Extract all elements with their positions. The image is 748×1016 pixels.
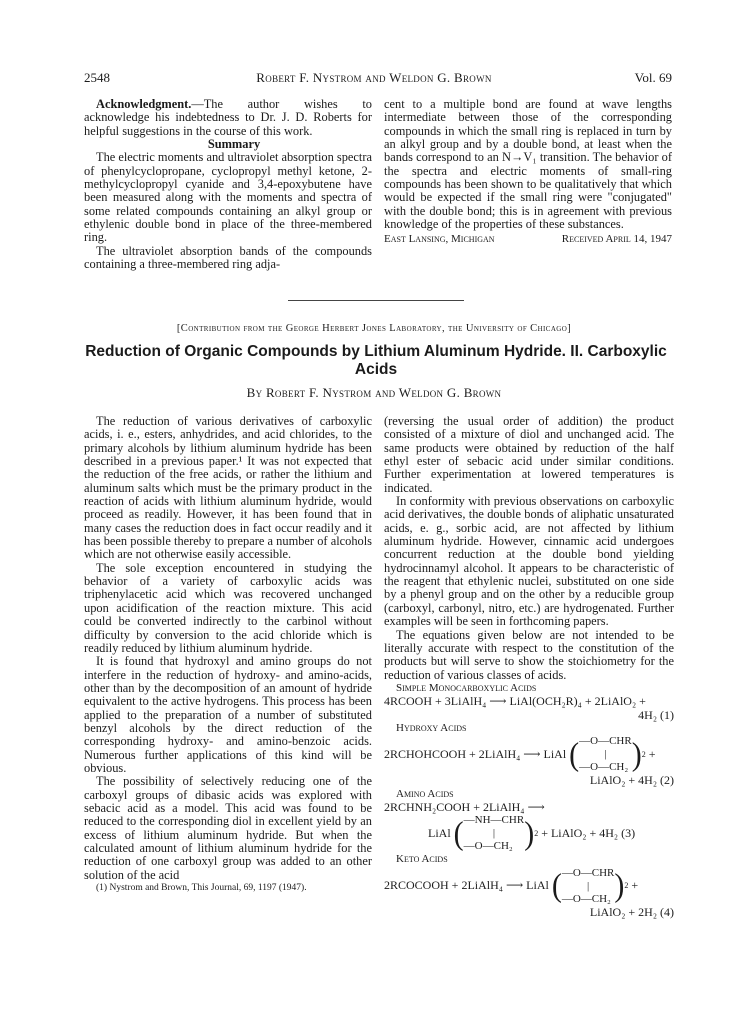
equation-4-subscript: 2 (624, 881, 629, 891)
equation-2-ring-bottom: —O—CH₂ (579, 761, 629, 774)
equation-4-ring-top: —O—CHR (561, 866, 615, 879)
footnote: (1) Nystrom and Brown, This Journal, 69, 1197 (1947). (96, 883, 307, 894)
equation-1-line-1: 4RCOOH + 3LiAlH₄ ⟶ LiAl(OCH₂R)₄ + 2LiAlO₂ + (384, 694, 646, 709)
body-right-column (384, 415, 674, 919)
body-paragraph-1: The reduction of various derivatives of carboxylic acids, i. e., esters, anhydrides, and acid chlorides, to the primary alcohols by lithium aluminum hydride has been described in a previous paper.¹ It was not expected that the reduction of the free acids, or rather the lithium and aluminum salts which must be the primary product in the reaction of acids with lithium aluminum hydride, would proceed as readily. However, it has been found that in many cases the reduction does in fact occur readily and it has been possible thereby to prepare a number of alcohols which are not otherwise easily accessible. (84, 414, 372, 562)
equation-3 (384, 801, 674, 853)
summary-heading: Summary (207, 137, 261, 152)
equation-3-ring: ( —NH—CHR | —O—CH₂ ) 2 (453, 814, 539, 853)
equation-2-line-1 (384, 735, 674, 774)
equation-4-heading: Keto Acids (396, 853, 448, 866)
article-title: Reduction of Organic Compounds by Lithium Aluminum Hydride. II. Carboxylic Acids (85, 343, 667, 378)
equation-4-plus: + (631, 878, 639, 893)
equation-4-line-2: LiAlO₂ + 2H₂ (4) (589, 904, 674, 919)
signature-line (384, 233, 672, 246)
acknowledgment-label: Acknowledgment. (96, 97, 192, 111)
equation-4-ring: ( —O—CHR | —O—CH₂ ) 2 (551, 866, 629, 905)
location: East Lansing, Michigan (384, 233, 495, 246)
body-paragraph-3: It is found that hydroxyl and amino groups do not interfere in the reduction of hydroxy- and amino-acids, other than by the decomposition of an amount of hydride equivalent to the active hydrogens. This process has been applied to the preparation of a number of substituted benzyl alcohols by the direct reduction of the corresponding hydroxy- and amino-benzoic acids. Numerous further applications of this kind will be obvious. (84, 654, 372, 775)
body-left-column (84, 415, 372, 895)
equation-2-ring-top: —O—CHR (579, 735, 632, 748)
equation-3-subscript: 2 (534, 829, 539, 839)
body-paragraph-4: The possibility of selectively reducing one of the carboxyl groups of dibasic acids was explored with sebacic acid as a model. This acid was found to be reduced to the corresponding diol in excellent yield by an excess of lithium aluminum hydride. But when the calculated amount of lithium aluminum hydride for the reduction of one carboxyl group was added to an other solution of the acid (84, 774, 372, 882)
article-divider (288, 300, 464, 301)
summary-paragraph-2: The ultraviolet absorption bands of the compounds containing a three-membered ring adja- (84, 243, 372, 272)
body-paragraph-5: (reversing the usual order of addition) the product consisted of a mixture of diol and unchanged acid. The same products were obtained by reduction of the half ethyl ester of sebacic acid under similar conditions. Further experimentation at lowered temperatures is indicated. (384, 414, 674, 495)
acknowledgment-text: —The author wishes to acknowledge his indebtedness to Dr. J. D. Roberts for helpful suggestions in the course of this work. (84, 97, 372, 138)
equation-1-heading: Simple Monocarboxylic Acids (396, 681, 537, 694)
volume-label: Vol. 69 (634, 70, 672, 85)
equation-3-ring-bottom: —O—CH₂ (463, 840, 513, 853)
equation-3-line-1: 2RCHNH₂COOH + 2LiAlH₄ ⟶ (384, 799, 545, 814)
equation-4-lhs: 2RCOCOOH + 2LiAlH₄ ⟶ LiAl (384, 878, 549, 893)
equation-2-plus: + (648, 747, 656, 762)
equation-2-lhs: 2RCHOHCOOH + 2LiAlH₄ ⟶ LiAl (384, 747, 567, 762)
equation-2-subscript: 2 (641, 750, 646, 760)
equation-3-ring-top: —NH—CHR (463, 814, 525, 827)
previous-article-right-column (384, 98, 672, 247)
running-title: Robert F. Nystrom and Weldon G. Brown (256, 70, 492, 85)
previous-article-left-column (84, 98, 372, 271)
equation-1-line-2: 4H₂ (1) (638, 707, 674, 722)
page-number: 2548 (84, 70, 110, 85)
equation-2-line-2: LiAlO₂ + 4H₂ (2) (589, 773, 674, 788)
body-paragraph-6: In conformity with previous observations on carboxylic acid derivatives, the double bonds of aliphatic unsaturated acids, e. g., sorbic acid, are not affected by lithium aluminum hydride. However, cinnamic acid undergoes concurrent reduction at the double bond yielding hydrocinnamyl alcohol. It appears to be characteristic of the reagent that ethylenic nuclei, substituted on one side by a phenyl group and on the other by a reducible group (carboxyl, carbonyl, nitro, etc.) are hydrogenated. Further examples will be seen in forthcoming papers. (384, 494, 674, 629)
equation-4-line-1 (384, 867, 674, 906)
equation-3-rhs: + LiAlO₂ + 4H₂ (3) (541, 826, 636, 841)
equation-3-lial: LiAl (428, 826, 451, 841)
body-paragraph-7: The equations given below are not intended to be literally accurate with respect to the constitution of the products but will serve to show the stoichiometry for the reduction of various classes of acids. (384, 627, 674, 682)
received-date: Received April 14, 1947 (561, 233, 672, 246)
summary-paragraph-1: The electric moments and ultraviolet absorption spectra of phenylcyclopropane, cyclopropyl methyl ketone, 2-methylcyclopropyl cyanide and 3,4-epoxybutene have been measured along with the moments and spectra of some related compounds containing an alkyl group or ethylenic double bond in place of the three-membered ring. (84, 150, 372, 245)
body-paragraph-2: The sole exception encountered in studying the behavior of a variety of carboxylic acids was triphenylacetic acid which was recovered unchanged upon acidification of the reaction mixture. This acid could be converted indirectly to the carbinol without difficulty by conversion to the acid chloride which is readily reduced by lithium aluminum hydride. (84, 560, 372, 655)
equation-2-heading: Hydroxy Acids (396, 721, 467, 734)
equation-3-heading: Amino Acids (396, 787, 454, 800)
equation-4 (384, 867, 674, 919)
equation-4-ring-bottom: —O—CH₂ (561, 892, 611, 905)
acknowledgment-paragraph (84, 98, 372, 138)
summary-continuation: cent to a multiple bond are found at wave lengths intermediate between those of the corresponding compounds in which the small ring is replaced in turn by an alkyl group and by a double bond, at least when the bands correspond to an N→V₁ transition. The behavior of the spectra and electric moments of small-ring compounds has been shown to be qualitatively that which would be expected if the small ring were "conjugated" with the double bond; this is in agreement with previous knowledge of the properties of these substances. (384, 97, 672, 232)
byline: By Robert F. Nystrom and Weldon G. Brown (246, 385, 502, 400)
equation-2 (384, 735, 674, 787)
equation-2-ring: ( —O—CHR | —O—CH₂ ) 2 (569, 735, 646, 774)
equation-3-line-2 (384, 814, 674, 853)
contribution-line: [Contribution from the George Herbert Jones Laboratory, the University of Chicago] (176, 323, 572, 334)
equation-1 (384, 695, 674, 722)
